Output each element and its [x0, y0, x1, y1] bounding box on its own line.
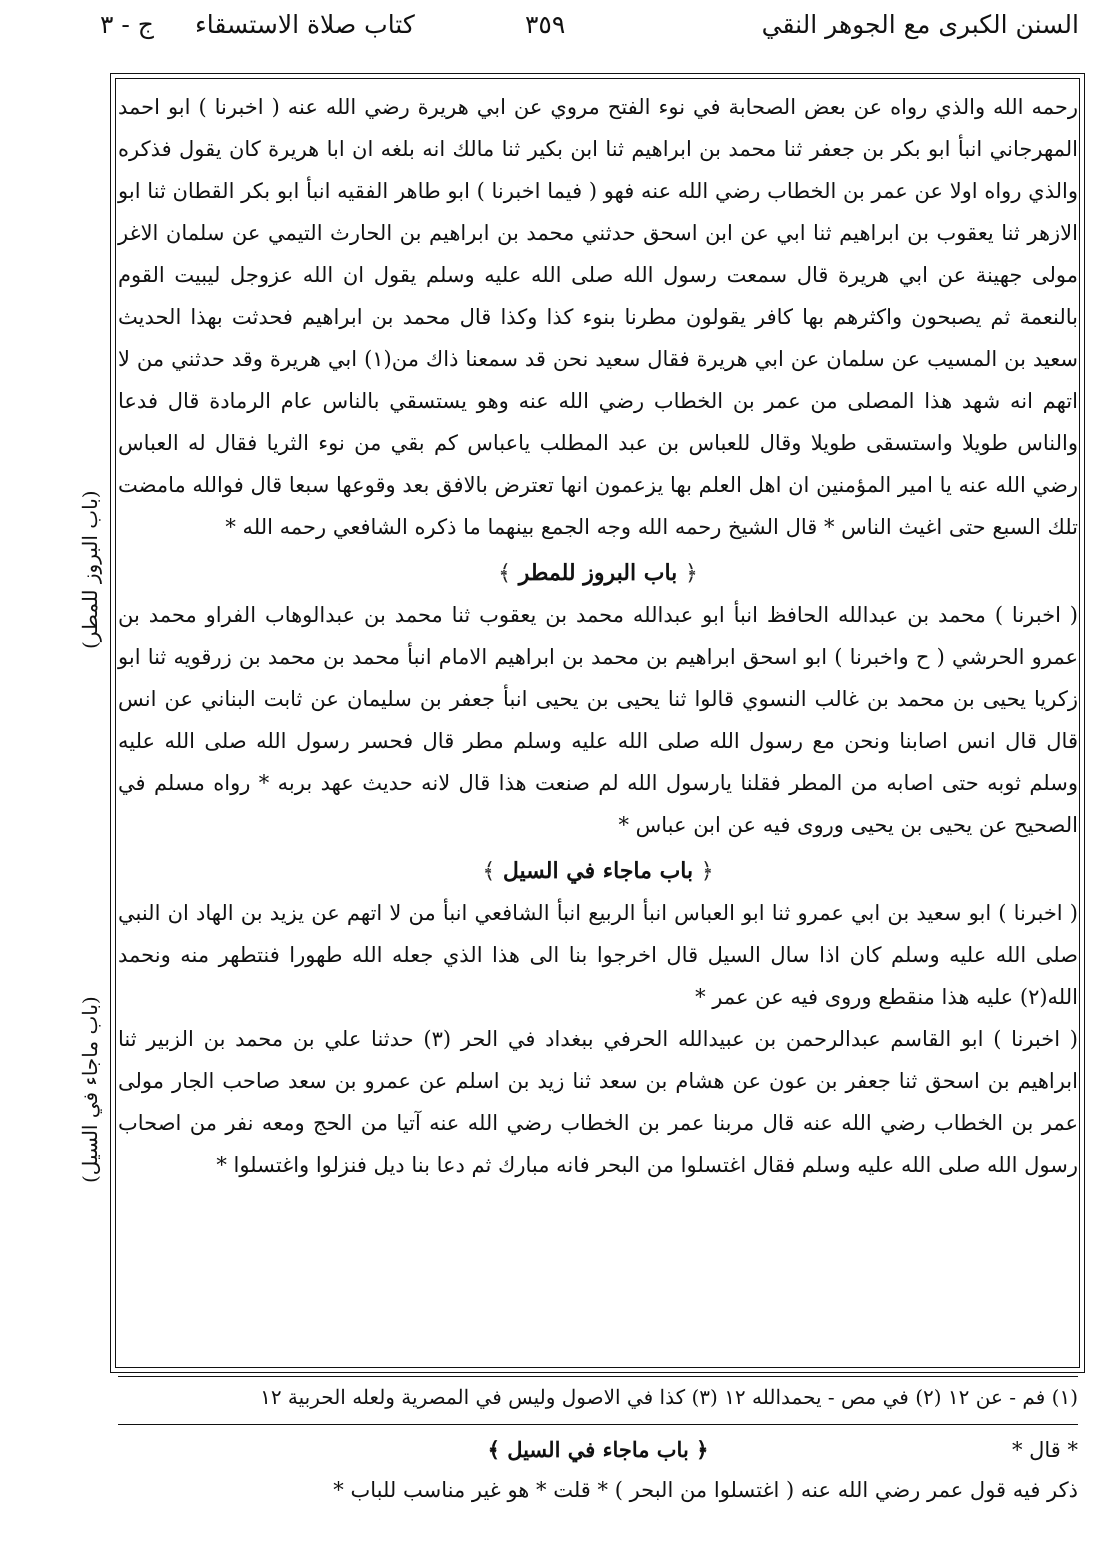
- commentary-text: ذكر فيه قول عمر رضي الله عنه ( اغتسلوا من البحر ) * قلت * هو غير مناسب للباب *: [333, 1478, 1078, 1502]
- paragraph-sayl-1: ( اخبرنا ) ابو سعيد بن ابي عمرو ثنا ابو العباس انبأ الربيع انبأ الشافعي انبأ من لا اتهم عن يزيد بن الهاد ان النبي صلى الله عليه وسلم كان اذا سال السيل قال اخرجوا بنا الى هذا الذي جعله الله طهورا فنتطهر منه ونحمد الله(٢) عليه هذا منقطع وروى فيه عن عمر *: [118, 901, 1078, 1009]
- commentary-qal: * قال *: [1011, 1438, 1078, 1462]
- chapter-heading-sayl: [118, 850, 1078, 892]
- commentary-heading: ﴿ باب ماجاء في السيل ﴾: [487, 1437, 709, 1462]
- chapter-title: كتاب صلاة الاستسقاء: [195, 10, 415, 39]
- chapter-heading-text: باب ماجاء في السيل: [502, 858, 694, 884]
- running-header: [0, 0, 1104, 60]
- paragraph-sayl-2: ( اخبرنا ) ابو القاسم عبدالرحمن بن عبيدالله الحرفي ببغداد في الحر (٣) حدثنا علي بن محمد بن الزبير ثنا ابراهيم بن اسحق ثنا جعفر بن عون عن هشام بن سعد ثنا زيد بن اسلم عن عمرو بن سعد صاحب الجار مولى عمر بن الخطاب رضي الله عنه قال مربنا عمر بن الخطاب رضي الله عنه آتيا من الحج ومعه نفر من اصحاب رسول الله صلى الله عليه وسلم فقال اغتسلوا من البحر فانه مبارك ثم دعا بنا ديل فنزلوا واغتسلوا *: [118, 1027, 1078, 1177]
- ornament-icon: ﴾: [498, 561, 512, 586]
- ornament-icon: ﴾: [482, 859, 496, 884]
- ornament-icon: ﴿: [684, 561, 698, 586]
- footnotes: (١) فم - عن ١٢ (٢) في مص - يحمدالله ١٢ (٣) كذا في الاصول وليس في المصرية ولعله الحربية ١٢: [260, 1385, 1078, 1409]
- paragraph-buruz: ( اخبرنا ) محمد بن عبدالله الحافظ انبأ ابو عبدالله محمد بن يعقوب ثنا محمد بن عبدالوهاب الفراو محمد بن عمرو الحرشي ( ح واخبرنا ) ابو اسحق ابراهيم بن محمد بن ابراهيم الامام انبأ محمد بن محمد بن زرقويه ثنا ابو زكريا يحيى بن محمد بن غالب النسوي قالوا ثنا يحيى بن يحيى انبأ جعفر بن سليمان عن ثابت البناني عن انس قال قال انس اصابنا ونحن مع رسول الله صلى الله عليه وسلم مطر قال فحسر رسول الله صلى الله عليه وسلم ثوبه حتى اصابه من المطر فقلنا يارسول الله لم صنعت هذا قال لانه حديث عهد بربه * رواه مسلم في الصحيح عن يحيى بن يحيى وروى فيه عن ابن عباس *: [118, 603, 1078, 837]
- main-text: [118, 86, 1078, 1186]
- ornament-icon: ﴿: [700, 859, 714, 884]
- volume-label: ج - ٣: [100, 10, 154, 39]
- chapter-heading-text: باب البروز للمطر: [518, 560, 678, 586]
- margin-note-bab-sayl: (باب ماجاء في السيل): [78, 996, 102, 1184]
- chapter-heading-buruz: [118, 552, 1078, 594]
- footnote-divider: [118, 1376, 1078, 1377]
- page-number: ٣٥٩: [525, 10, 566, 39]
- commentary-divider: [118, 1424, 1078, 1425]
- book-title: السنن الكبرى مع الجوهر النقي: [761, 10, 1079, 39]
- paragraph-nau: رحمه الله والذي رواه عن بعض الصحابة في نوء الفتح مروي عن ابي هريرة رضي الله عنه ( اخبرنا ) ابو احمد المهرجاني انبأ ابو بكر بن جعفر ثنا محمد بن ابراهيم ثنا ابن بكير ثنا مالك انه بلغه ان ابا هريرة كان يقول فذكره والذي رواه اولا عن عمر بن الخطاب رضي الله عنه فهو ( فيما اخبرنا ) ابو طاهر الفقيه انبأ ابو بكر القطان ثنا ابو الازهر ثنا يعقوب بن ابراهيم ثنا ابي عن ابن اسحق حدثني محمد بن ابراهيم بن الحارث التيمي عن سلمان الاغر مولى جهينة عن ابي هريرة قال سمعت رسول الله صلى الله عليه وسلم يقول ان الله عزوجل ليبيت القوم بالنعمة ثم يصبحون واكثرهم بها كافر يقولون مطرنا بنوء كذا وكذا قال محمد بن ابراهيم فحدثت بهذا الحديث سعيد بن المسيب عن سلمان عن ابي هريرة فقال سعيد نحن قد سمعنا ذاك من(١) ابي هريرة وقد حدثني من لا اتهم انه شهد هذا المصلى من عمر بن الخطاب رضي الله عنه وهو يستسقي بالناس عام الرمادة قال فدعا والناس طويلا واستسقى طويلا وقال للعباس بن عبد المطلب ياعباس كم بقي من نوء الثريا فقال له العباس رضي الله عنه يا امير المؤمنين ان اهل العلم بها يزعمون انها تعترض بالافق بعد وقوعها سبعا قال فوالله مامضت تلك السبع حتى اغيث الناس * قال الشيخ رحمه الله وجه الجمع بينهما ما ذكره الشافعي رحمه الله *: [118, 95, 1078, 539]
- margin-note-bab-buruz: (باب البروز للمطر): [78, 490, 102, 650]
